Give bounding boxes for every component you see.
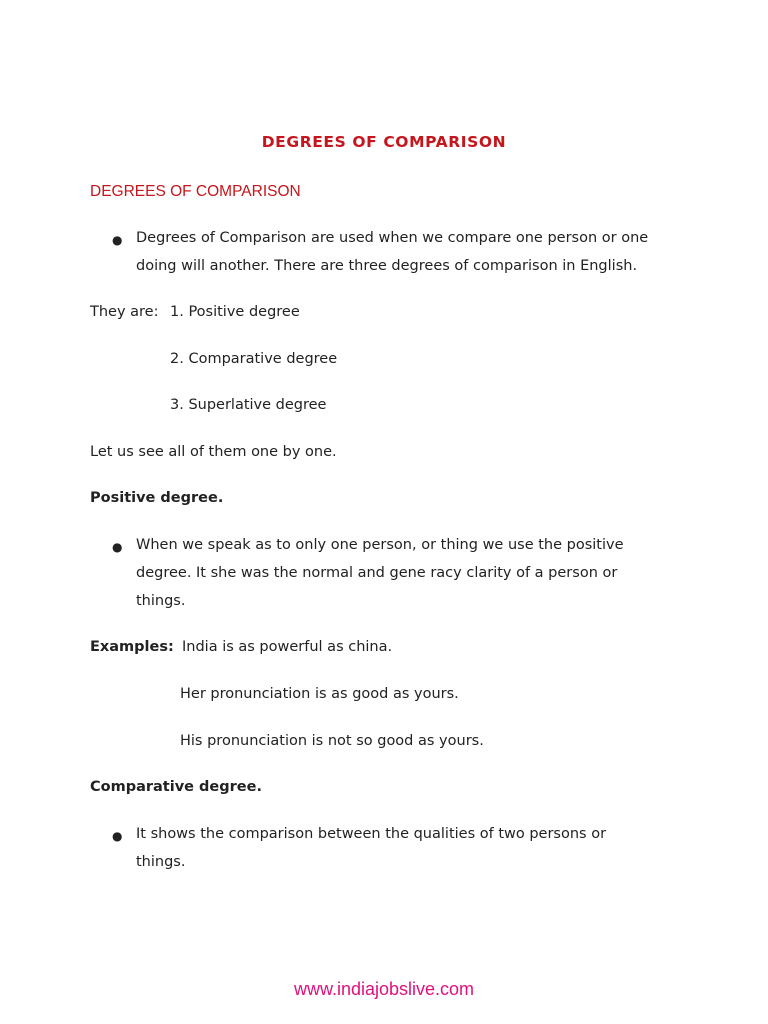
degree-item-superlative: 3. Superlative degree: [170, 397, 327, 413]
comparative-line-2: things.: [136, 854, 186, 870]
comparative-bullet-text: [136, 820, 606, 876]
bullet-dot: ●: [112, 540, 123, 554]
degree-item-comparative: 2. Comparative degree: [170, 351, 338, 367]
positive-degree-heading: Positive degree.: [90, 490, 224, 506]
bullet-dot: ●: [112, 233, 123, 247]
intro-bullet-text: [136, 224, 648, 280]
intro-line-1: Degrees of Comparison are used when we compare one person or one: [136, 230, 649, 246]
example-2: Her pronunciation is as good as yours.: [180, 686, 459, 702]
let-us-see-text: Let us see all of them one by one.: [90, 444, 337, 460]
page-title: DEGREES OF COMPARISON: [261, 133, 507, 151]
they-are-label: They are:: [90, 304, 159, 320]
footer-website-link[interactable]: www.indiajobslive.com: [293, 979, 475, 999]
comparative-degree-heading: Comparative degree.: [90, 779, 262, 795]
intro-line-2: doing will another. There are three degrees of comparison in English.: [136, 258, 638, 274]
positive-line-3: things.: [136, 593, 186, 609]
comparative-line-1: It shows the comparison between the qualities of two persons or: [136, 826, 607, 842]
example-1: India is as powerful as china.: [182, 639, 393, 655]
section-subtitle: DEGREES OF COMPARISON: [90, 183, 301, 200]
positive-bullet-text: [136, 531, 624, 615]
examples-label: Examples:: [90, 639, 174, 655]
positive-line-1: When we speak as to only one person, or thing we use the positive: [136, 537, 624, 553]
example-3: His pronunciation is not so good as yours.: [180, 733, 484, 749]
positive-line-2: degree. It she was the normal and gene racy clarity of a person or: [136, 565, 618, 581]
degree-item-positive: 1. Positive degree: [170, 304, 300, 320]
bullet-dot: ●: [112, 829, 123, 843]
